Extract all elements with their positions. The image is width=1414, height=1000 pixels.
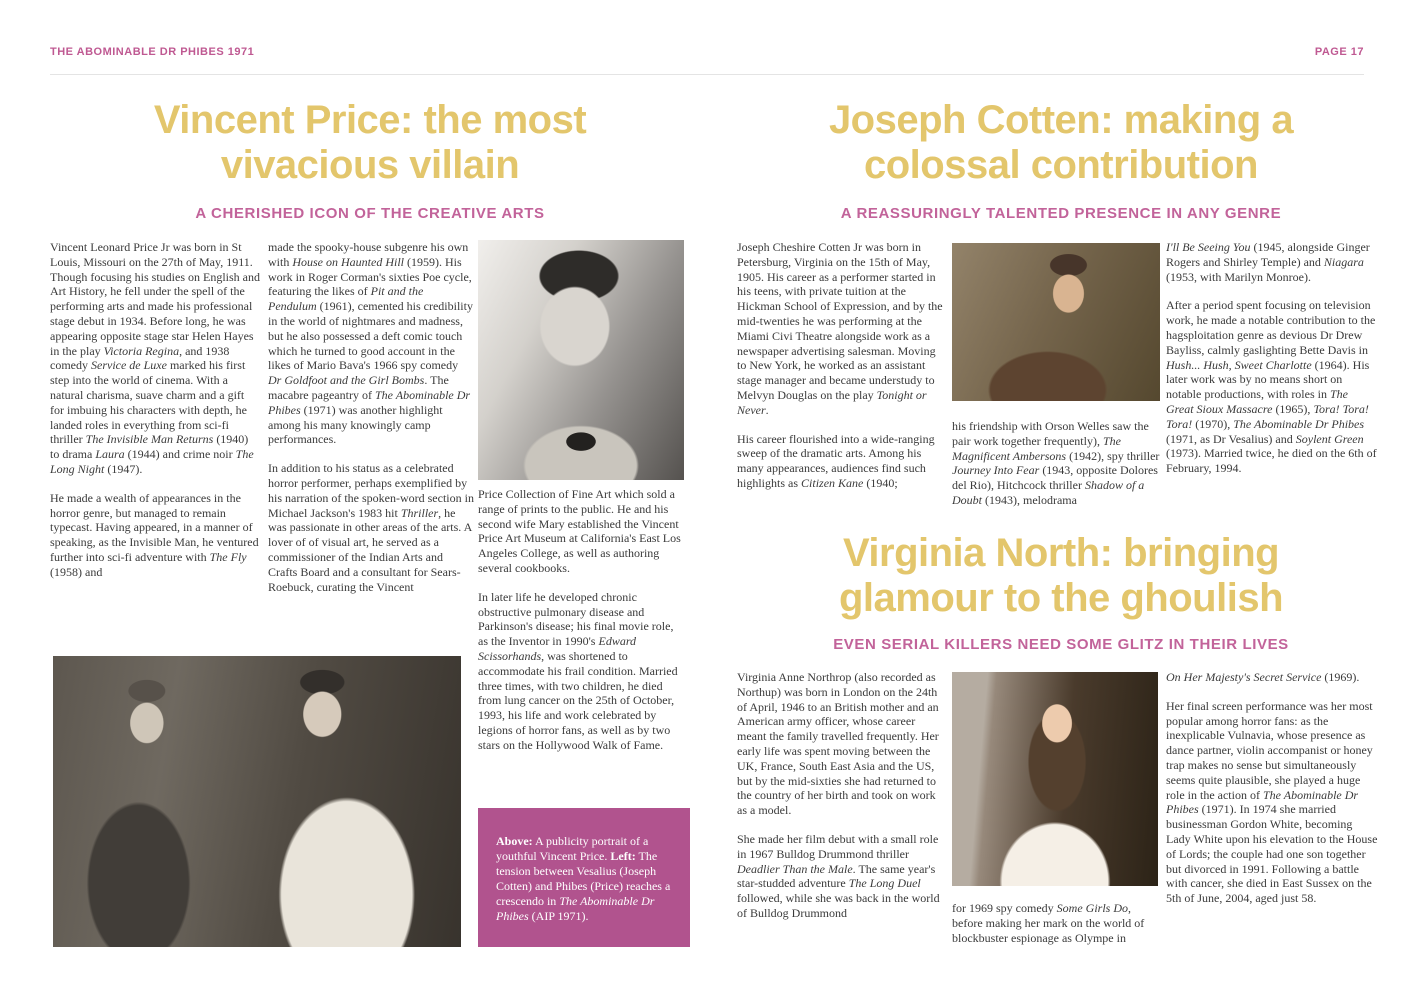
- paragraph: his friendship with Orson Welles saw the pair work together frequently), The Magnificent Ambersons (1942), spy thriller Journey Into Fear (1943, opposite Dolores del Rio), Hitchcock thriller Shadow of a Doubt (1943), melodrama: [952, 419, 1160, 507]
- paragraph: On Her Majesty's Secret Service (1969).: [1166, 670, 1360, 684]
- photo-caption: Above: A publicity portrait of a youthful Vincent Price. Left: The tension between Vesalius (Joseph Cotten) and Phibes (Price) reaches a crescendo in The Abominable Dr Phibes (AIP 1971).: [496, 834, 671, 923]
- paragraph: In addition to his status as a celebrated horror performer, perhaps exemplified by his narration of the spoken-word section in Michael Jackson's 1983 hit Thriller, he was passionate in other areas of the arts. A lover of of visual art, he served as a commissioner of the Indian Arts and Crafts Board and a consultant for Sears-Roebuck, curating the Vincent: [268, 461, 474, 594]
- paragraph: Joseph Cheshire Cotten Jr was born in Petersburg, Virginia on the 15th of May, 1905. His career as a performer started in his teens, with private tuition at the Hickman School of Expression, and by the mid-twenties he was performing at the Miami Civi Theatre alongside work as a newspaper advertising salesman. Moving to New York, he worked as an assistant stage manager and became understudy to Melvyn Douglas on the play Tonight or Never.: [737, 240, 943, 417]
- running-header: THE ABOMINABLE DR PHIBES 1971: [50, 46, 255, 58]
- phibes-vesalius-still-photo: [53, 656, 461, 947]
- header-rule: [50, 74, 1364, 75]
- title-line-1: Joseph Cotten: making a: [828, 98, 1294, 142]
- virginia-north-photo: [952, 672, 1158, 886]
- page-number: PAGE 17: [1314, 46, 1364, 58]
- title-line-2: colossal contribution: [864, 143, 1258, 187]
- paragraph: She made her film debut with a small role in 1967 Bulldog Drummond thriller Deadlier Than the Male. The same year's star-studded adventure The Long Duel followed, while she was back in the world of Bulldog Drummond: [737, 831, 940, 920]
- paragraph: Her final screen performance was her most popular among horror fans: as the inexplicable Vulnavia, whose presence as dance partner, violin accompanist or honey trap makes no sense but simultaneously seems quite plausible, she played a huge role in the action of The Abominable Dr Phibes (1971). In 1974 she married businessman Gordon White, becoming Lady White upon his elevation to the House of Lords; the couple had one son together but divorced in 1991. Following a battle with cancer, she died in East Sussex on the 5th of June, 2004, aged just 58.: [1166, 698, 1378, 906]
- cotten-column-2: [952, 419, 1160, 522]
- paragraph: Virginia Anne Northrop (also recorded as Northup) was born in London on the 24th of April, 1946 to an British mother and an American army officer, whose career meant the family travelled frequently. Her early life was spent moving between the UK, France, South East Asia and the US, but by the mid-sixties she had returned to the country of her birth and took on work as a model.: [737, 670, 939, 818]
- article-title-vincent-price: [50, 98, 690, 188]
- article-subtitle-vincent-price: A CHERISHED ICON OF THE CREATIVE ARTS: [195, 205, 545, 222]
- cotten-column-3: [1166, 240, 1378, 490]
- vincent-column-3: [478, 487, 686, 767]
- paragraph: His career flourished into a wide-ranging sweep of the dramatic arts. Among his many appearances, audiences find such highlights as Citizen Kane (1940;: [737, 431, 935, 490]
- article-subtitle-joseph-cotten: A REASSURINGLY TALENTED PRESENCE IN ANY GENRE: [840, 205, 1282, 222]
- paragraph: He made a wealth of appearances in the horror genre, but managed to remain typecast. Having appeared, in a manner of speaking, as the Invisible Man, he ventured further into sci-fi adventure with The Fly (1958) and: [50, 490, 259, 579]
- paragraph: After a period spent focusing on television work, he made a notable contribution to the hagsploitation genre as devious Dr Drew Bayliss, calmly gaslighting Bette Davis in Hush... Hush, Sweet Charlotte (1964). His later work was by no means short on notable productions, with roles in The Great Sioux Massacre (1965), Tora! Tora! Tora! (1970), The Abominable Dr Phibes (1971, as Dr Vesalius) and Soylent Green (1973). Married twice, he died on the 6th of February, 1994.: [1166, 298, 1377, 476]
- title-line-1: Vincent Price: the most: [153, 98, 587, 142]
- title-line-2: glamour to the ghoulish: [838, 576, 1284, 620]
- paragraph: Vincent Leonard Price Jr was born in St Louis, Missouri on the 27th of May, 1911. Though focusing his studies on English and Art History, he fell under the spell of the performing arts and made his professional stage debut in 1934. Before long, he was appearing opposite stage star Helen Hayes in the play Victoria Regina, and 1938 comedy Service de Luxe marked his first step into the world of cinema. With a natural charisma, suave charm and a gift for imbuing his characters with depth, he landed roles in everything from sci-fi thriller The Invisible Man Returns (1940) to drama Laura (1944) and crime noir The Long Night (1947).: [50, 240, 260, 476]
- north-column-1: [737, 670, 947, 935]
- title-line-1: Virginia North: bringing: [842, 531, 1280, 575]
- article-title-virginia-north: [737, 531, 1385, 621]
- paragraph: for 1969 spy comedy Some Girls Do, before making her mark on the world of blockbuster espionage as Olympe in: [952, 901, 1145, 945]
- vincent-column-1: [50, 240, 260, 594]
- vincent-price-portrait-photo: [478, 240, 684, 480]
- caption-box: [478, 808, 690, 947]
- north-column-2: [952, 901, 1160, 959]
- paragraph: made the spooky-house subgenre his own with House on Haunted Hill (1959). His work in Roger Corman's sixties Poe cycle, featuring the likes of Pit and the Pendulum (1961), cemented his credibility in the world of nightmares and madness, but he also possessed a deft comic touch which he turned to good account in the likes of Mario Bava's 1966 spy comedy Dr Goldfoot and the Girl Bombs. The macabre pageantry of The Abominable Dr Phibes (1971) was another highlight among his many knowingly camp performances.: [268, 240, 473, 447]
- article-title-joseph-cotten: [737, 98, 1385, 188]
- vincent-column-2: [268, 240, 474, 608]
- paragraph: Price Collection of Fine Art which sold a range of prints to the public. He and his second wife Mary established the Vincent Price Art Museum at California's East Los Angeles College, as well as authoring several cookbooks.: [478, 487, 681, 575]
- title-line-2: vivacious villain: [220, 143, 520, 187]
- cotten-column-1: [737, 240, 947, 505]
- paragraph: I'll Be Seeing You (1945, alongside Ginger Rogers and Shirley Temple) and Niagara (1953, with Marilyn Monroe).: [1166, 240, 1370, 284]
- north-column-3: [1166, 670, 1380, 920]
- paragraph: In later life he developed chronic obstructive pulmonary disease and Parkinson's disease; his final movie role, as the Inventor in 1990's Edward Scissorhands, was shortened to accommodate his frail condition. Married three times, with two children, he died from lung cancer on the 25th of October, 1993, his life and work celebrated by legions of horror fans, as well as by two stars on the Hollywood Walk of Fame.: [478, 589, 678, 752]
- joseph-cotten-portrait-photo: [952, 243, 1160, 401]
- article-subtitle-virginia-north: EVEN SERIAL KILLERS NEED SOME GLITZ IN THEIR LIVES: [833, 636, 1289, 653]
